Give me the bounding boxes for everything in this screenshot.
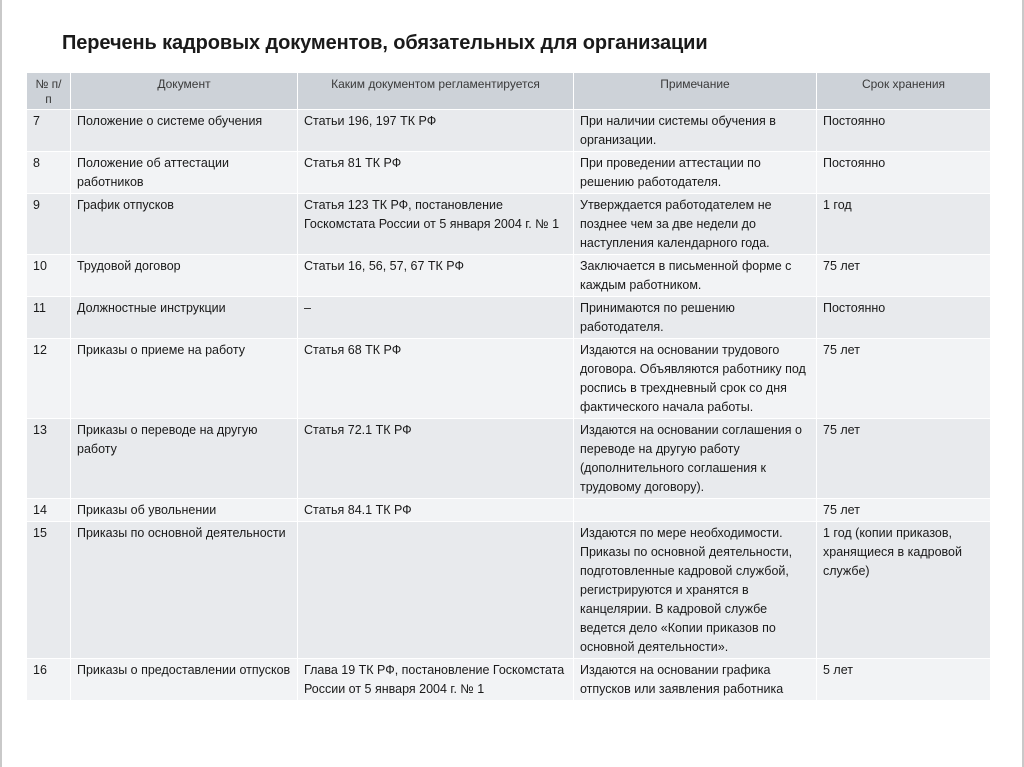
cell-retention: 75 лет bbox=[817, 419, 991, 499]
cell-retention: Постоянно bbox=[817, 152, 991, 194]
cell-number: 10 bbox=[27, 255, 71, 297]
cell-retention: 1 год (копии приказов, хранящиеся в кадровой службе) bbox=[817, 522, 991, 659]
cell-note: Принимаются по решению работодателя. bbox=[574, 297, 817, 339]
page-title: Перечень кадровых документов, обязательных для организации bbox=[62, 32, 708, 54]
documents-table bbox=[26, 72, 991, 701]
cell-retention: 75 лет bbox=[817, 255, 991, 297]
table-row bbox=[27, 499, 991, 522]
cell-number: 7 bbox=[27, 110, 71, 152]
cell-document: Приказы о предоставлении отпусков bbox=[71, 659, 298, 701]
cell-number: 12 bbox=[27, 339, 71, 419]
cell-regulation: Статья 81 ТК РФ bbox=[298, 152, 574, 194]
table-row bbox=[27, 297, 991, 339]
cell-number: 11 bbox=[27, 297, 71, 339]
cell-number: 9 bbox=[27, 194, 71, 255]
header-regulation: Каким документом регламентируется bbox=[298, 73, 574, 110]
cell-retention: 5 лет bbox=[817, 659, 991, 701]
cell-number: 15 bbox=[27, 522, 71, 659]
cell-regulation: Статья 123 ТК РФ, постановление Госкомстата России от 5 января 2004 г. № 1 bbox=[298, 194, 574, 255]
header-number: № п/п bbox=[27, 73, 71, 110]
cell-document: Должностные инструкции bbox=[71, 297, 298, 339]
cell-document: Приказы об увольнении bbox=[71, 499, 298, 522]
table-row bbox=[27, 110, 991, 152]
cell-note: Заключается в письменной форме с каждым работником. bbox=[574, 255, 817, 297]
cell-regulation: Статья 72.1 ТК РФ bbox=[298, 419, 574, 499]
cell-note: Издаются на основании соглашения о переводе на другую работу (дополнительного соглашения к трудовому договору). bbox=[574, 419, 817, 499]
cell-document: Положение об аттестации работников bbox=[71, 152, 298, 194]
cell-note: При проведении аттестации по решению работодателя. bbox=[574, 152, 817, 194]
cell-regulation: Статьи 16, 56, 57, 67 ТК РФ bbox=[298, 255, 574, 297]
table-row bbox=[27, 194, 991, 255]
cell-note bbox=[574, 499, 817, 522]
table-row bbox=[27, 522, 991, 659]
cell-document: Приказы по основной деятельности bbox=[71, 522, 298, 659]
frame-left-edge bbox=[0, 0, 2, 767]
header-note: Примечание bbox=[574, 73, 817, 110]
cell-retention: 75 лет bbox=[817, 499, 991, 522]
cell-retention: Постоянно bbox=[817, 297, 991, 339]
cell-retention: Постоянно bbox=[817, 110, 991, 152]
cell-regulation bbox=[298, 522, 574, 659]
table-row bbox=[27, 255, 991, 297]
cell-document: Трудовой договор bbox=[71, 255, 298, 297]
cell-note: Утверждается работодателем не позднее чем за две недели до наступления календарного года. bbox=[574, 194, 817, 255]
cell-document: График отпусков bbox=[71, 194, 298, 255]
table-row bbox=[27, 659, 991, 701]
cell-retention: 1 год bbox=[817, 194, 991, 255]
table-header-row bbox=[27, 73, 991, 110]
cell-note: Издаются по мере необходимости. Приказы по основной деятельности, подготовленные кадровой службой, регистрируются и хранятся в канцелярии. В кадровой службе ведется дело «Копии приказов по основной деятельности». bbox=[574, 522, 817, 659]
cell-regulation: Статья 68 ТК РФ bbox=[298, 339, 574, 419]
cell-regulation: Глава 19 ТК РФ, постановление Госкомстата России от 5 января 2004 г. № 1 bbox=[298, 659, 574, 701]
cell-note: При наличии системы обучения в организации. bbox=[574, 110, 817, 152]
cell-number: 14 bbox=[27, 499, 71, 522]
cell-number: 8 bbox=[27, 152, 71, 194]
cell-document: Положение о системе обучения bbox=[71, 110, 298, 152]
header-retention: Срок хранения bbox=[817, 73, 991, 110]
cell-number: 16 bbox=[27, 659, 71, 701]
table-row bbox=[27, 339, 991, 419]
cell-document: Приказы о переводе на другую работу bbox=[71, 419, 298, 499]
header-document: Документ bbox=[71, 73, 298, 110]
cell-number: 13 bbox=[27, 419, 71, 499]
cell-note: Издаются на основании трудового договора. Объявляются работнику под роспись в трехдневный срок со дня фактического начала работы. bbox=[574, 339, 817, 419]
cell-regulation: – bbox=[298, 297, 574, 339]
cell-regulation: Статья 84.1 ТК РФ bbox=[298, 499, 574, 522]
cell-regulation: Статьи 196, 197 ТК РФ bbox=[298, 110, 574, 152]
cell-retention: 75 лет bbox=[817, 339, 991, 419]
cell-document: Приказы о приеме на работу bbox=[71, 339, 298, 419]
table-row bbox=[27, 419, 991, 499]
table-row bbox=[27, 152, 991, 194]
cell-note: Издаются на основании графика отпусков или заявления работника bbox=[574, 659, 817, 701]
